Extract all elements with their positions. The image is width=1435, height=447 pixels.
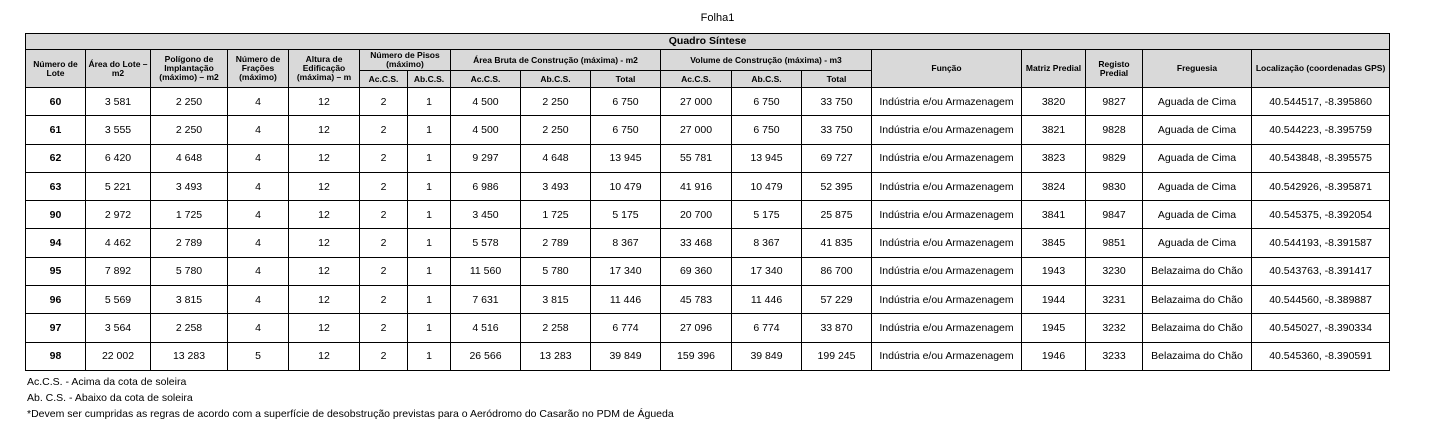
cell-vol-abcs: 17 340 <box>732 257 802 285</box>
cell-gps: 40.543763, -8.391417 <box>1252 257 1390 285</box>
cell-poligono: 5 780 <box>151 257 228 285</box>
note-acs: Ac.C.S. - Acima da cota de soleira <box>27 376 187 388</box>
cell-abc-total: 10 479 <box>591 172 661 200</box>
cell-freguesia: Aguada de Cima <box>1143 201 1252 229</box>
cell-matriz: 3821 <box>1022 116 1086 144</box>
cell-abc-acs: 26 566 <box>451 342 521 370</box>
cell-matriz: 3824 <box>1022 172 1086 200</box>
sheet-title: Folha1 <box>700 12 735 24</box>
cell-abc-abcs: 2 258 <box>521 314 591 342</box>
cell-fracoes: 4 <box>228 257 289 285</box>
cell-freguesia: Belazaima do Chão <box>1143 257 1252 285</box>
cell-pisos-abcs: 1 <box>408 257 451 285</box>
cell-gps: 40.545027, -8.390334 <box>1252 314 1390 342</box>
cell-lote: 90 <box>26 201 86 229</box>
cell-pisos-abcs: 1 <box>408 229 451 257</box>
cell-abc-abcs: 1 725 <box>521 201 591 229</box>
cell-poligono: 3 815 <box>151 286 228 314</box>
cell-altura: 12 <box>289 144 360 172</box>
cell-pisos-acs: 2 <box>360 88 408 116</box>
subheader-pisos-acs: Ac.C.S. <box>360 71 408 88</box>
cell-altura: 12 <box>289 286 360 314</box>
subheader-abc-acs: Ac.C.S. <box>451 71 521 88</box>
cell-altura: 12 <box>289 116 360 144</box>
cell-vol-acs: 69 360 <box>661 257 732 285</box>
cell-pisos-abcs: 1 <box>408 172 451 200</box>
cell-fracoes: 4 <box>228 88 289 116</box>
cell-pisos-abcs: 1 <box>408 116 451 144</box>
cell-poligono: 2 789 <box>151 229 228 257</box>
cell-funcao: Indústria e/ou Armazenagem <box>872 257 1022 285</box>
cell-abc-abcs: 2 250 <box>521 116 591 144</box>
table-row <box>26 144 1390 172</box>
cell-area: 3 555 <box>86 116 151 144</box>
cell-funcao: Indústria e/ou Armazenagem <box>872 229 1022 257</box>
subheader-vol-acs: Ac.C.S. <box>661 71 732 88</box>
cell-funcao: Indústria e/ou Armazenagem <box>872 144 1022 172</box>
cell-vol-abcs: 13 945 <box>732 144 802 172</box>
cell-funcao: Indústria e/ou Armazenagem <box>872 286 1022 314</box>
cell-pisos-abcs: 1 <box>408 201 451 229</box>
header-localizacao: Localização (coordenadas GPS) <box>1252 50 1390 88</box>
cell-matriz: 3845 <box>1022 229 1086 257</box>
cell-vol-total: 86 700 <box>802 257 872 285</box>
cell-abc-abcs: 5 780 <box>521 257 591 285</box>
header-lote: Número de Lote <box>26 50 86 88</box>
cell-pisos-acs: 2 <box>360 201 408 229</box>
cell-funcao: Indústria e/ou Armazenagem <box>872 88 1022 116</box>
cell-lote: 60 <box>26 88 86 116</box>
cell-altura: 12 <box>289 172 360 200</box>
cell-abc-total: 6 750 <box>591 88 661 116</box>
cell-area: 3 564 <box>86 314 151 342</box>
cell-matriz: 1944 <box>1022 286 1086 314</box>
cell-lote: 61 <box>26 116 86 144</box>
cell-altura: 12 <box>289 229 360 257</box>
cell-poligono: 1 725 <box>151 201 228 229</box>
cell-pisos-acs: 2 <box>360 229 408 257</box>
cell-pisos-acs: 2 <box>360 342 408 370</box>
cell-vol-abcs: 39 849 <box>732 342 802 370</box>
cell-freguesia: Belazaima do Chão <box>1143 286 1252 314</box>
cell-lote: 62 <box>26 144 86 172</box>
cell-gps: 40.544223, -8.395759 <box>1252 116 1390 144</box>
header-pisos: Número de Pisos (máximo) <box>360 50 451 71</box>
cell-pisos-abcs: 1 <box>408 144 451 172</box>
cell-funcao: Indústria e/ou Armazenagem <box>872 172 1022 200</box>
cell-fracoes: 4 <box>228 116 289 144</box>
cell-abc-total: 5 175 <box>591 201 661 229</box>
cell-abc-total: 13 945 <box>591 144 661 172</box>
cell-vol-total: 33 750 <box>802 88 872 116</box>
cell-matriz: 1946 <box>1022 342 1086 370</box>
cell-pisos-abcs: 1 <box>408 286 451 314</box>
cell-area: 5 569 <box>86 286 151 314</box>
cell-abc-abcs: 4 648 <box>521 144 591 172</box>
cell-vol-abcs: 11 446 <box>732 286 802 314</box>
cell-gps: 40.544517, -8.395860 <box>1252 88 1390 116</box>
header-registo: Registo Predial <box>1086 50 1143 88</box>
cell-area: 22 002 <box>86 342 151 370</box>
cell-fracoes: 4 <box>228 201 289 229</box>
cell-gps: 40.543848, -8.395575 <box>1252 144 1390 172</box>
header-volume: Volume de Construção (máxima) - m3 <box>661 50 872 71</box>
header-area: Área do Lote – m2 <box>86 50 151 88</box>
cell-freguesia: Aguada de Cima <box>1143 88 1252 116</box>
cell-vol-abcs: 6 750 <box>732 88 802 116</box>
cell-area: 4 462 <box>86 229 151 257</box>
cell-abc-total: 6 774 <box>591 314 661 342</box>
cell-abc-acs: 3 450 <box>451 201 521 229</box>
table-row <box>26 342 1390 370</box>
subheader-abc-abcs: Ab.C.S. <box>521 71 591 88</box>
cell-funcao: Indústria e/ou Armazenagem <box>872 342 1022 370</box>
cell-area: 7 892 <box>86 257 151 285</box>
cell-matriz: 3823 <box>1022 144 1086 172</box>
cell-abc-total: 39 849 <box>591 342 661 370</box>
cell-altura: 12 <box>289 88 360 116</box>
cell-vol-acs: 41 916 <box>661 172 732 200</box>
cell-fracoes: 4 <box>228 229 289 257</box>
cell-freguesia: Aguada de Cima <box>1143 229 1252 257</box>
cell-fracoes: 4 <box>228 286 289 314</box>
cell-altura: 12 <box>289 201 360 229</box>
cell-pisos-acs: 2 <box>360 172 408 200</box>
note-abcs: Ab. C.S. - Abaixo da cota de soleira <box>27 392 193 404</box>
cell-abc-acs: 5 578 <box>451 229 521 257</box>
cell-gps: 40.545375, -8.392054 <box>1252 201 1390 229</box>
cell-pisos-abcs: 1 <box>408 342 451 370</box>
cell-poligono: 13 283 <box>151 342 228 370</box>
cell-vol-acs: 33 468 <box>661 229 732 257</box>
cell-abc-total: 6 750 <box>591 116 661 144</box>
cell-fracoes: 5 <box>228 342 289 370</box>
note-aerodromo: *Devem ser cumpridas as regras de acordo com a superfície de desobstrução previstas para o Aeródromo do Casarão no PDM de Águeda <box>27 408 674 420</box>
cell-poligono: 2 258 <box>151 314 228 342</box>
cell-fracoes: 4 <box>228 314 289 342</box>
cell-pisos-acs: 2 <box>360 144 408 172</box>
cell-vol-acs: 20 700 <box>661 201 732 229</box>
cell-vol-abcs: 10 479 <box>732 172 802 200</box>
cell-vol-total: 199 245 <box>802 342 872 370</box>
header-area-bruta: Área Bruta de Construção (máxima) - m2 <box>451 50 661 71</box>
table-row <box>26 257 1390 285</box>
cell-abc-total: 8 367 <box>591 229 661 257</box>
cell-vol-acs: 159 396 <box>661 342 732 370</box>
cell-pisos-abcs: 1 <box>408 314 451 342</box>
cell-gps: 40.544560, -8.389887 <box>1252 286 1390 314</box>
subheader-vol-abcs: Ab.C.S. <box>732 71 802 88</box>
header-funcao: Função <box>872 50 1022 88</box>
cell-abc-abcs: 3 815 <box>521 286 591 314</box>
cell-abc-total: 17 340 <box>591 257 661 285</box>
cell-freguesia: Belazaima do Chão <box>1143 314 1252 342</box>
cell-vol-total: 25 875 <box>802 201 872 229</box>
cell-abc-acs: 6 986 <box>451 172 521 200</box>
cell-vol-abcs: 6 750 <box>732 116 802 144</box>
header-freguesia: Freguesia <box>1143 50 1252 88</box>
cell-registo: 9827 <box>1086 88 1143 116</box>
cell-registo: 3231 <box>1086 286 1143 314</box>
cell-vol-acs: 55 781 <box>661 144 732 172</box>
cell-registo: 9851 <box>1086 229 1143 257</box>
cell-abc-acs: 7 631 <box>451 286 521 314</box>
cell-vol-acs: 27 096 <box>661 314 732 342</box>
table-body <box>26 88 1390 371</box>
cell-vol-abcs: 5 175 <box>732 201 802 229</box>
footnotes <box>27 374 674 422</box>
subheader-vol-total: Total <box>802 71 872 88</box>
cell-area: 6 420 <box>86 144 151 172</box>
cell-vol-total: 57 229 <box>802 286 872 314</box>
header-altura: Altura de Edificação (máxima) – m <box>289 50 360 88</box>
cell-altura: 12 <box>289 342 360 370</box>
cell-altura: 12 <box>289 257 360 285</box>
cell-registo: 9847 <box>1086 201 1143 229</box>
quadro-sintese-table <box>25 33 1390 371</box>
cell-vol-total: 33 870 <box>802 314 872 342</box>
header-fracoes: Número de Frações (máximo) <box>228 50 289 88</box>
table-row <box>26 172 1390 200</box>
cell-gps: 40.545360, -8.390591 <box>1252 342 1390 370</box>
cell-vol-total: 33 750 <box>802 116 872 144</box>
cell-fracoes: 4 <box>228 172 289 200</box>
cell-poligono: 2 250 <box>151 116 228 144</box>
cell-abc-acs: 4 500 <box>451 88 521 116</box>
cell-abc-acs: 4 516 <box>451 314 521 342</box>
cell-abc-abcs: 13 283 <box>521 342 591 370</box>
cell-registo: 9829 <box>1086 144 1143 172</box>
cell-freguesia: Aguada de Cima <box>1143 144 1252 172</box>
cell-lote: 96 <box>26 286 86 314</box>
cell-vol-acs: 27 000 <box>661 88 732 116</box>
cell-vol-total: 52 395 <box>802 172 872 200</box>
header-matriz: Matriz Predial <box>1022 50 1086 88</box>
table-row <box>26 88 1390 116</box>
cell-lote: 95 <box>26 257 86 285</box>
cell-area: 5 221 <box>86 172 151 200</box>
cell-abc-acs: 9 297 <box>451 144 521 172</box>
cell-abc-abcs: 2 250 <box>521 88 591 116</box>
cell-registo: 3232 <box>1086 314 1143 342</box>
cell-vol-acs: 27 000 <box>661 116 732 144</box>
cell-vol-total: 69 727 <box>802 144 872 172</box>
cell-gps: 40.542926, -8.395871 <box>1252 172 1390 200</box>
table-title: Quadro Síntese <box>26 34 1390 50</box>
cell-poligono: 4 648 <box>151 144 228 172</box>
cell-matriz: 3820 <box>1022 88 1086 116</box>
cell-abc-acs: 11 560 <box>451 257 521 285</box>
cell-pisos-acs: 2 <box>360 286 408 314</box>
cell-gps: 40.544193, -8.391587 <box>1252 229 1390 257</box>
table-row <box>26 229 1390 257</box>
cell-fracoes: 4 <box>228 144 289 172</box>
cell-area: 3 581 <box>86 88 151 116</box>
cell-pisos-acs: 2 <box>360 116 408 144</box>
cell-altura: 12 <box>289 314 360 342</box>
cell-vol-abcs: 8 367 <box>732 229 802 257</box>
subheader-pisos-abcs: Ab.C.S. <box>408 71 451 88</box>
cell-abc-abcs: 3 493 <box>521 172 591 200</box>
cell-lote: 97 <box>26 314 86 342</box>
subheader-abc-total: Total <box>591 71 661 88</box>
cell-freguesia: Aguada de Cima <box>1143 116 1252 144</box>
cell-vol-total: 41 835 <box>802 229 872 257</box>
cell-funcao: Indústria e/ou Armazenagem <box>872 201 1022 229</box>
cell-matriz: 1943 <box>1022 257 1086 285</box>
table-row <box>26 116 1390 144</box>
cell-lote: 98 <box>26 342 86 370</box>
cell-registo: 9828 <box>1086 116 1143 144</box>
cell-abc-acs: 4 500 <box>451 116 521 144</box>
cell-vol-abcs: 6 774 <box>732 314 802 342</box>
cell-abc-abcs: 2 789 <box>521 229 591 257</box>
cell-pisos-acs: 2 <box>360 257 408 285</box>
cell-registo: 3233 <box>1086 342 1143 370</box>
cell-vol-acs: 45 783 <box>661 286 732 314</box>
cell-matriz: 3841 <box>1022 201 1086 229</box>
cell-abc-total: 11 446 <box>591 286 661 314</box>
cell-area: 2 972 <box>86 201 151 229</box>
cell-funcao: Indústria e/ou Armazenagem <box>872 116 1022 144</box>
cell-registo: 3230 <box>1086 257 1143 285</box>
cell-funcao: Indústria e/ou Armazenagem <box>872 314 1022 342</box>
cell-poligono: 2 250 <box>151 88 228 116</box>
cell-pisos-abcs: 1 <box>408 88 451 116</box>
cell-lote: 63 <box>26 172 86 200</box>
cell-freguesia: Aguada de Cima <box>1143 172 1252 200</box>
table-row <box>26 314 1390 342</box>
cell-pisos-acs: 2 <box>360 314 408 342</box>
cell-freguesia: Belazaima do Chão <box>1143 342 1252 370</box>
cell-matriz: 1945 <box>1022 314 1086 342</box>
cell-poligono: 3 493 <box>151 172 228 200</box>
cell-registo: 9830 <box>1086 172 1143 200</box>
table-row <box>26 286 1390 314</box>
header-poligono: Polígono de Implantação (máximo) – m2 <box>151 50 228 88</box>
table-row <box>26 201 1390 229</box>
cell-lote: 94 <box>26 229 86 257</box>
